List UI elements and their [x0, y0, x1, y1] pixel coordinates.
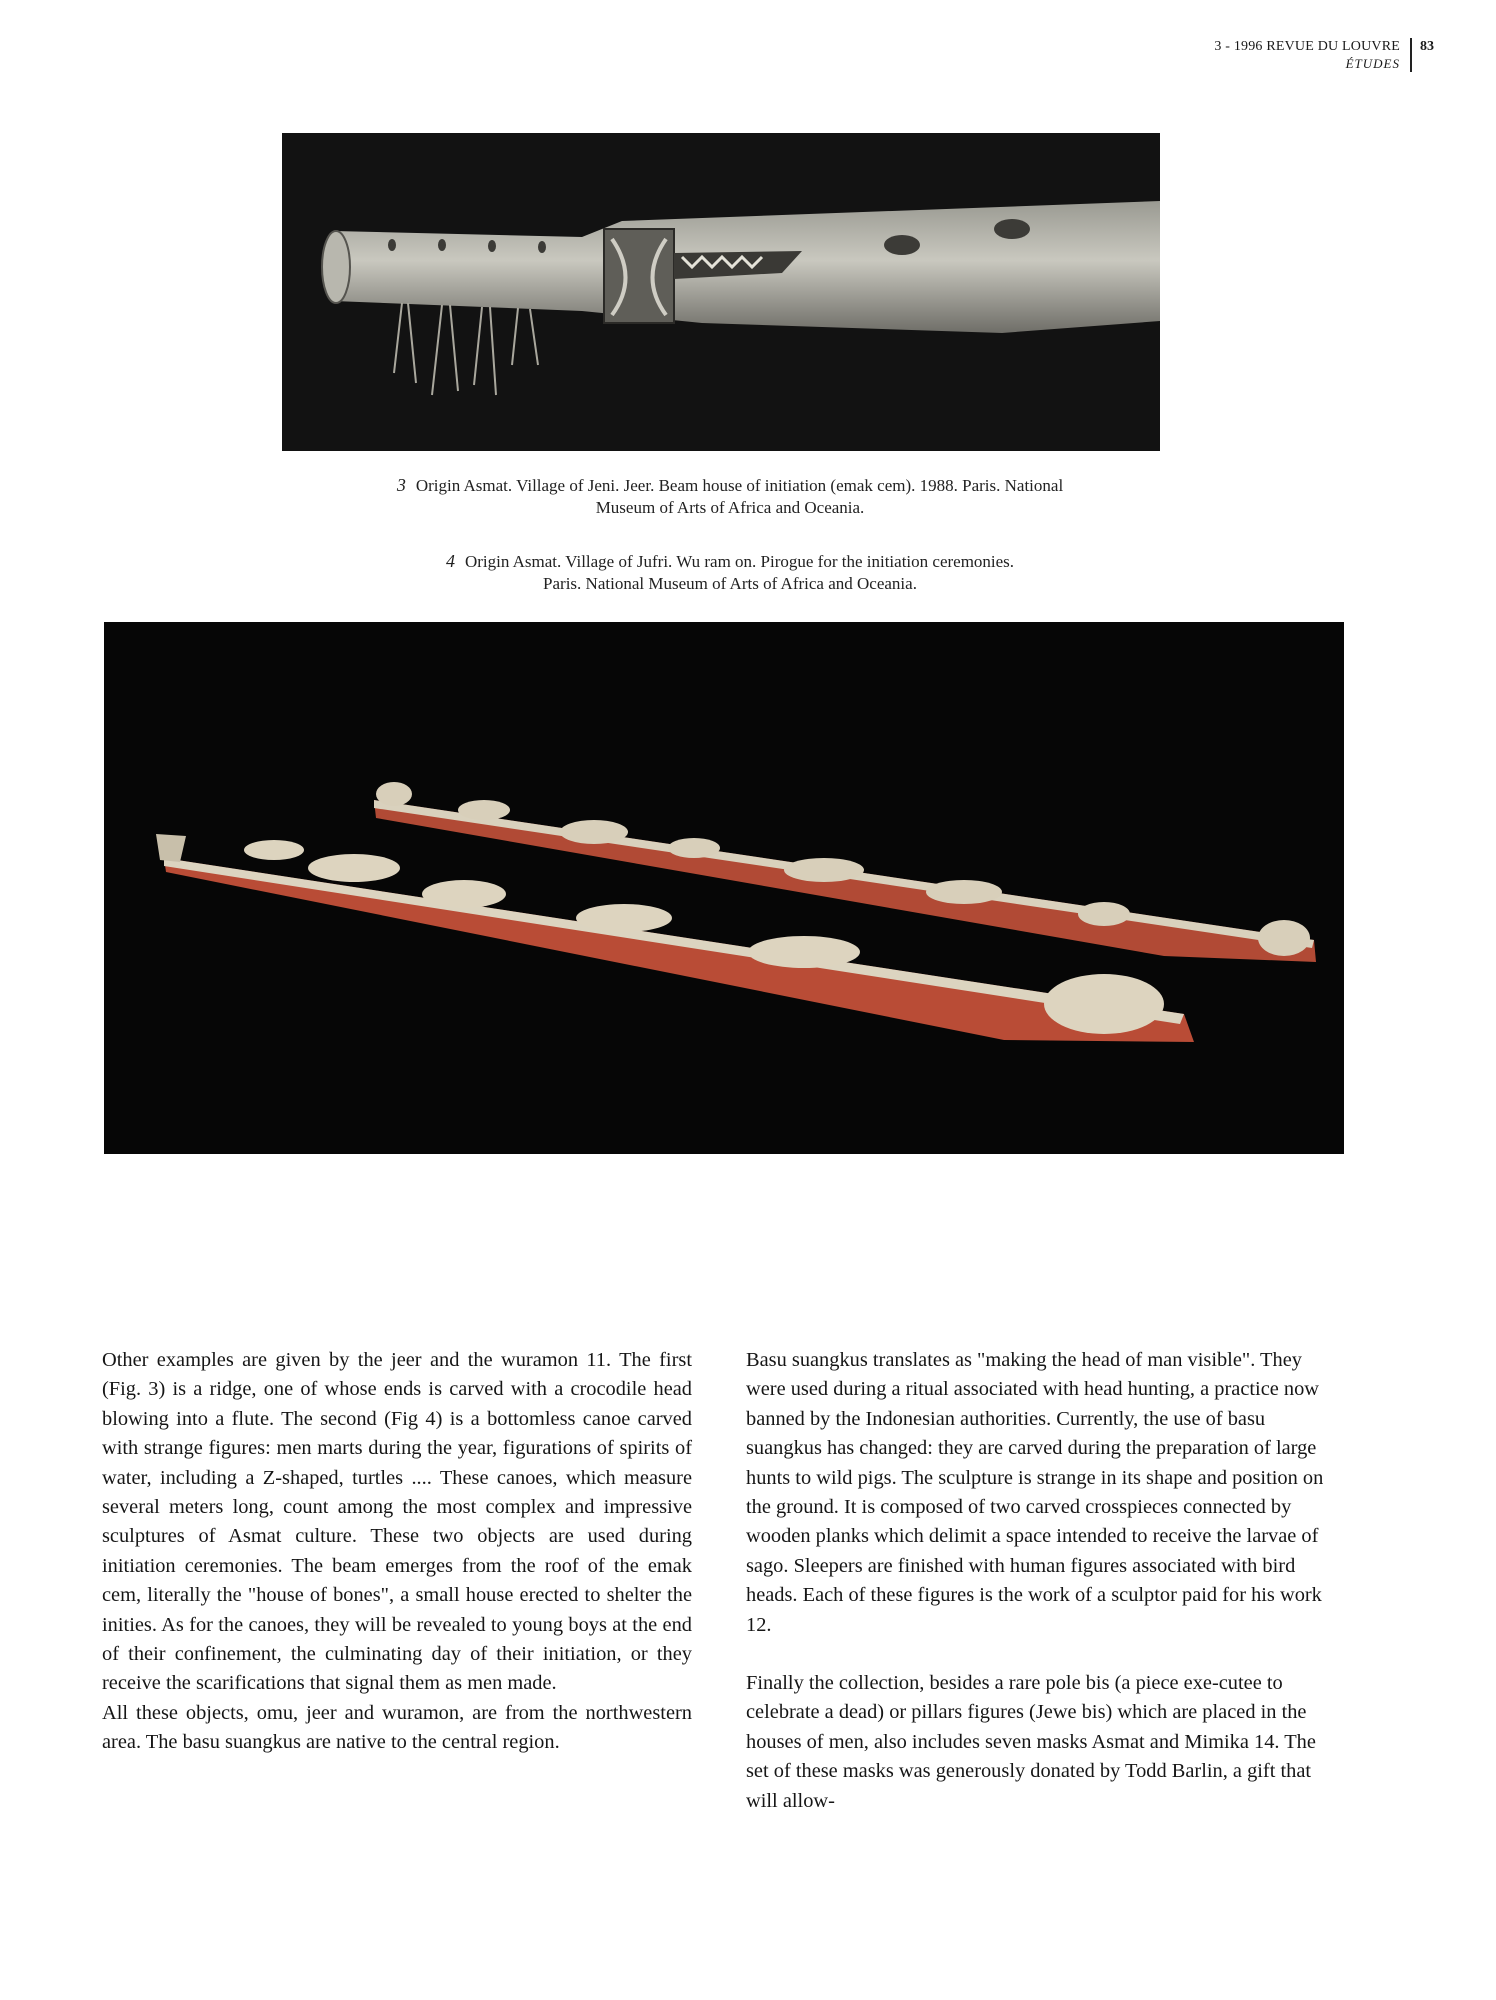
figure-3-caption [330, 474, 1130, 519]
figure-3-number: 3 [396, 475, 406, 495]
page-number: 83 [1420, 39, 1434, 54]
body-column-right [746, 1346, 1336, 1816]
carved-canoes-image [104, 622, 1344, 1154]
journal-issue: 3 - 1996 REVUE DU LOUVRE [1214, 39, 1400, 54]
figure-4-photo [104, 622, 1344, 1154]
left-paragraph-1: Other examples are given by the jeer and the wuramon 11. The first (Fig. 3) is a ridge, one of whose ends is carved with a crocodile head blowing into a flute. The second (Fig 4) is a bottomless canoe carved with strange figures: men marts during the year, figurations of spirits of water, including a Z-shaped, turtles .... These canoes, which measure several meters long, count among the most complex and impressive sculptures of Asmat culture. These two objects are used during initiation ceremonies. The beam emerges from the roof of the emak cem, literally the "house of bones", a small house erected to shelter the inities. As for the canoes, they will be revealed to young boys at the end of their confinement, the culminating day of their initiation, or they receive the scarifications that signal them as men made. [102, 1349, 692, 1695]
left-paragraph-2: All these objects, omu, jeer and wuramon, are from the northwestern area. The basu suangkus are native to the central region. [102, 1701, 692, 1754]
section-name: ÉTUDES [1345, 56, 1400, 71]
figure-4-caption [380, 550, 1080, 595]
carved-beam-image [282, 133, 1160, 451]
figure-4-caption-line1: Origin Asmat. Village of Jufri. Wu ram on. Pirogue for the initiation ceremonies. [464, 552, 1015, 571]
figure-4-caption-line2: Paris. National Museum of Arts of Africa and Oceania. [543, 574, 917, 593]
figure-3-caption-line2: Museum of Arts of Africa and Oceania. [595, 498, 865, 517]
right-paragraph-2: Finally the collection, besides a rare pole bis (a piece exe-cutee to celebrate a dead) or pillars figures (Jewe bis) which are placed in the houses of men, also includes seven masks Asmat and Mimika 14. The set of these masks was generously donated by Todd Barlin, a gift that will allow- [746, 1672, 1316, 1812]
running-header [1214, 38, 1434, 72]
right-paragraph-1: Basu suangkus translates as "making the head of man visible". They were used during a ritual associated with head hunting, a practice now banned by the Indonesian authorities. Currently, the use of basu suangkus has changed: they are carved during the preparation of large hunts to wild pigs. The sculpture is strange in its shape and position on the ground. It is composed of two carved crosspieces connected by wooden planks which delimit a space intended to receive the larvae of sago. Sleepers are finished with human figures associated with bird heads. Each of these figures is the work of a sculptor paid for his work 12. [746, 1349, 1324, 1636]
figure-3-caption-line1: Origin Asmat. Village of Jeni. Jeer. Beam house of initiation (emak cem). 1988. Paris. National [415, 476, 1064, 495]
figure-4-number: 4 [445, 551, 455, 571]
figure-3-photo [282, 133, 1160, 451]
header-text [1214, 38, 1410, 72]
body-column-left [102, 1346, 692, 1758]
